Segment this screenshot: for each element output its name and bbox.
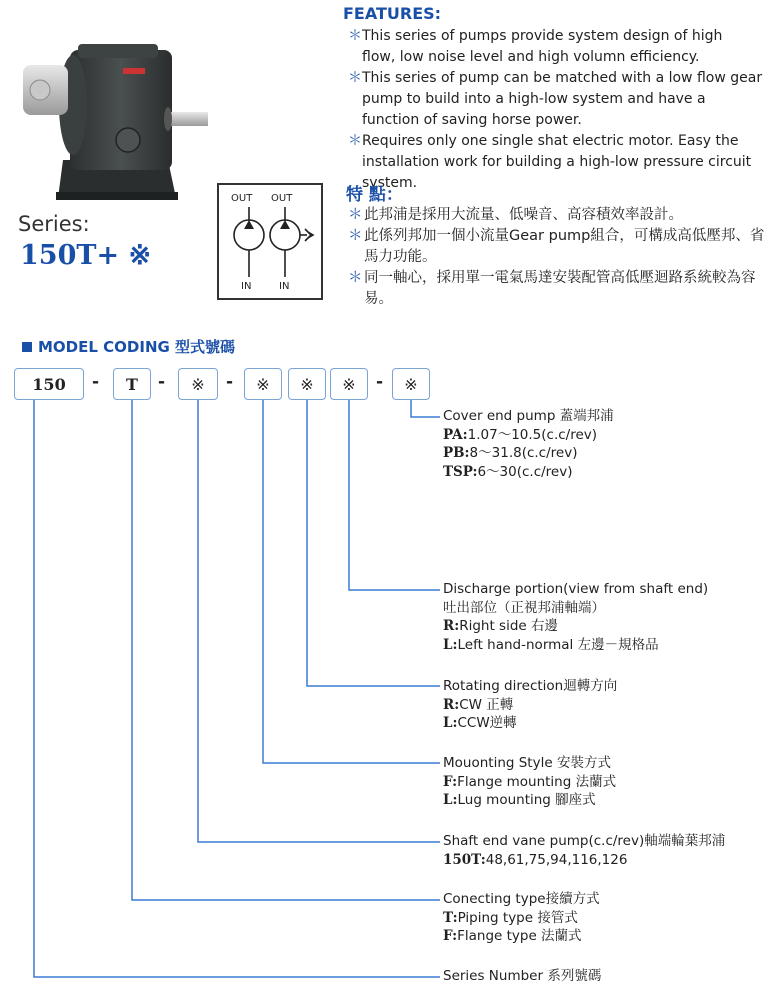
code-dash: - (158, 372, 166, 392)
desc-mounting-style: Mouonting Style 安裝方式 F:Flange mounting 法蘭式 L:Lug mounting 腳座式 (443, 755, 617, 808)
desc-cover-end-pump: Cover end pump 蓋端邦浦 PA:1.07～10.5(c.c/rev) PB:8～31.8(c.c/rev) TSP:6～30(c.c/rev) (443, 408, 614, 480)
code-box-rotating: ※ (288, 368, 326, 400)
feature-item: ＊ This series of pump can be matched with a low flow gear pump to build into a high-low system and have a function of saving horse power. (348, 70, 763, 128)
desc-shaft-end-pump: Shaft end vane pump(c.c/rev)軸端輪葉邦浦 150T:48,61,75,94,116,126 (443, 833, 726, 868)
code-box-mounting: ※ (244, 368, 282, 400)
symbol-out-label-1: OUT (231, 193, 253, 204)
code-box-cover: ※ (392, 368, 430, 400)
code-dash: - (226, 372, 234, 392)
code-box-shaft: ※ (178, 368, 218, 400)
model-coding-title: MODEL CODING 型式號碼 (22, 336, 235, 357)
symbol-in-label-2: IN (279, 281, 290, 292)
feature-cn-item: ＊ 此係列邦加一個小流量Gear pump組合，可構成高低壓邦、省馬力功能。 (348, 228, 765, 265)
feature-cn-item: ＊ 此邦浦是採用大流量、低噪音、高容積效率設計。 (348, 207, 683, 223)
desc-rotating-direction: Rotating direction迴轉方向 R:CW 正轉 L:CCW逆轉 (443, 678, 618, 731)
desc-series-number: Series Number 系列號碼 (443, 968, 602, 984)
series-label: Series: (18, 212, 90, 236)
feature-cn-item: ＊ 同一軸心，採用單一電氣馬達安裝配管高低壓迴路系統較為容易。 (348, 270, 756, 307)
symbol-in-label-1: IN (241, 281, 252, 292)
symbol-out-label-2: OUT (271, 193, 293, 204)
code-box-series: 150 (14, 368, 84, 400)
code-dash: - (376, 372, 384, 392)
feature-item: ＊ Requires only one single shat electric motor. Easy the installation work for building a high-low pressure circuit system. (348, 133, 752, 191)
features-cn-title: 特 點： (346, 185, 403, 205)
desc-discharge-portion: Discharge portion(view from shaft end) 吐出部位（正視邦浦軸端） R:Right side 右邊 L:Left hand-normal 左邊－規格品 (443, 581, 709, 653)
features-title: FEATURES: (343, 4, 442, 23)
feature-item: ＊ This series of pumps provide system design of high flow, low noise level and high volumn efficiency. (348, 28, 723, 65)
code-box-discharge: ※ (330, 368, 368, 400)
code-box-connecting: T (113, 368, 151, 400)
series-code: 150T+ ※ (20, 240, 152, 271)
code-dash: - (92, 372, 100, 392)
desc-connecting-type: Conecting type接續方式 T:Piping type 接管式 F:Flange type 法蘭式 (443, 891, 600, 944)
